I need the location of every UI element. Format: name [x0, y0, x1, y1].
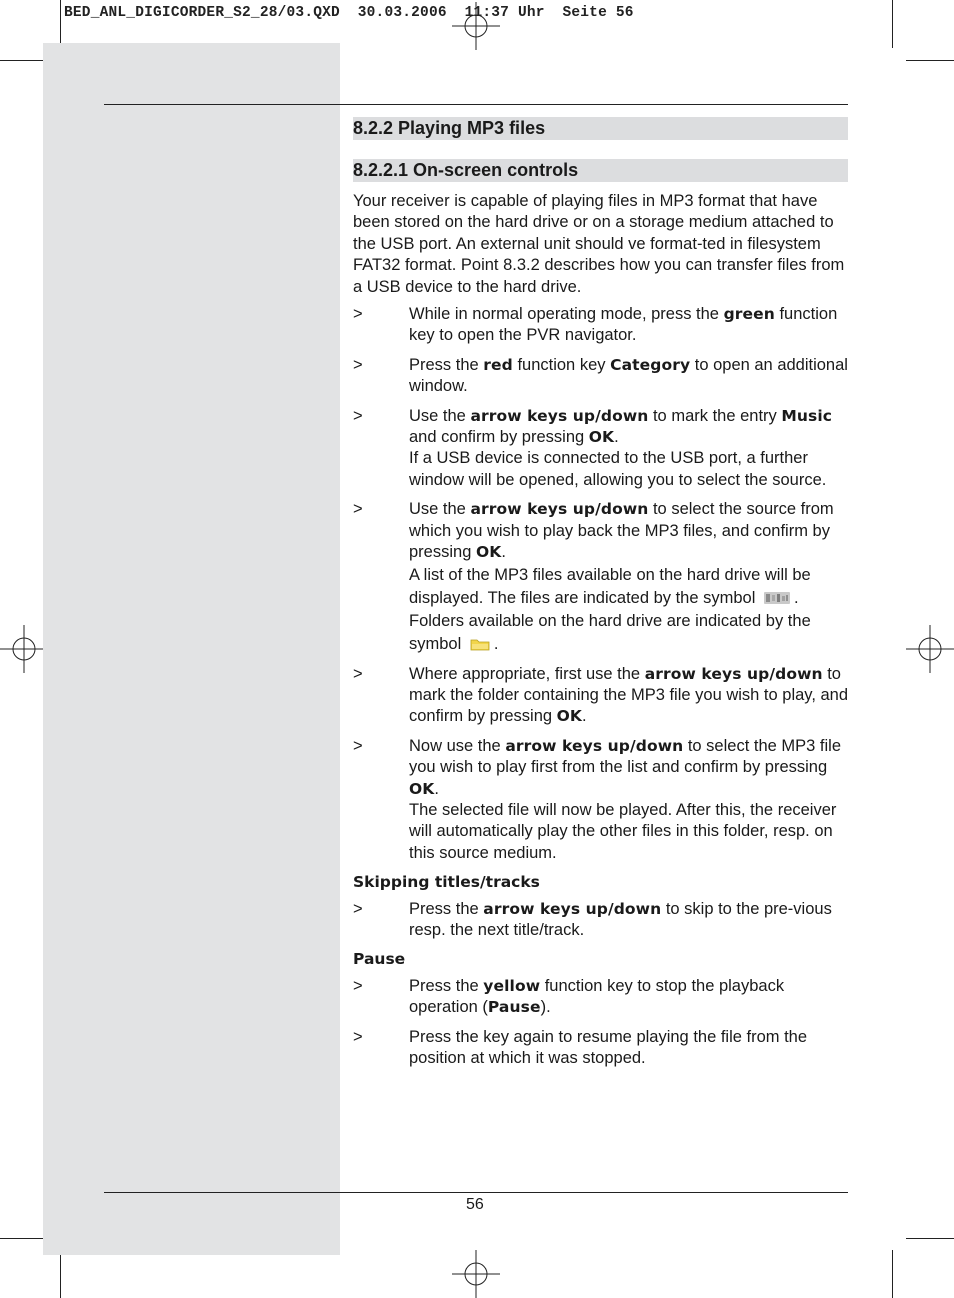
step-text: Press the red function key Category to open an additional window. [409, 355, 848, 396]
step-note: A list of the MP3 files available on the hard drive will be displayed. The files are indicated by the symbol [409, 565, 811, 607]
print-header: BED_ANL_DIGICORDER_S2_28/03.QXD 30.03.2006 11:37 Uhr Seite 56 [64, 5, 634, 21]
section-heading: 8.2.2 Playing MP3 files [353, 117, 848, 140]
key-name: Pause [487, 998, 541, 1017]
crop-mark [906, 60, 954, 61]
instruction-step [353, 355, 848, 398]
intro-paragraph: Your receiver is capable of playing files in MP3 format that have been stored on the hard drive or on a storage medium attached to the USB port. An external unit should ve format-ted in filesystem FAT32 format. Point 8.3.2 describes how you can transfer files from a USB device to the hard drive. [353, 192, 845, 296]
key-name: OK [475, 543, 502, 562]
bottom-rule [104, 1192, 848, 1193]
step-marker: > [353, 736, 363, 755]
step-marker: > [353, 664, 363, 683]
crop-mark [0, 60, 48, 61]
step-text: Press the key again to resume playing the file from the position at which it was stopped. [409, 1027, 808, 1067]
instruction-step [353, 1027, 848, 1070]
instruction-step [353, 899, 848, 942]
step-marker: > [353, 899, 363, 918]
instruction-step [353, 664, 848, 728]
key-name: OK [409, 779, 435, 798]
key-name: arrow keys up/down [470, 406, 649, 425]
crop-mark [906, 1238, 954, 1239]
key-name: arrow keys up/down [483, 899, 662, 918]
registration-mark-icon [452, 2, 500, 50]
instruction-step [353, 304, 848, 347]
step-marker: > [353, 355, 363, 374]
step-text: While in normal operating mode, press the green function key to open the PVR navigator. [409, 305, 838, 345]
step-marker: > [353, 976, 363, 995]
page-number: 56 [466, 1196, 484, 1213]
step-text: Press the yellow function key to stop the playback operation (Pause). [409, 976, 785, 1017]
step-text: Use the arrow keys up/down to mark the entry Music and confirm by pressing OK. If a USB device is connected to the USB port, a further window will be opened, allowing you to select the source. [409, 406, 848, 492]
instruction-step [353, 976, 848, 1019]
key-name: arrow keys up/down [505, 736, 684, 755]
key-name: arrow keys up/down [470, 500, 649, 519]
step-text: Press the arrow keys up/down to skip to the pre-vious resp. the next title/track. [409, 899, 832, 939]
step-text: Now use the arrow keys up/down to select the MP3 file you wish to play first from the list and confirm by pressing OK. The selected file will now be played. After this, the receiver will automatically play the other files in this folder, resp. on this source medium. [409, 736, 848, 864]
crop-mark [892, 1250, 893, 1298]
registration-mark-icon [452, 1250, 500, 1298]
key-name: yellow [483, 976, 541, 995]
step-text: Use the arrow keys up/down to select the source from which you wish to play back the MP3 files, and confirm by pressing OK. A list of the MP3 files available on the hard drive will be displayed. The files are indicated by the symbol . Folders available on the hard drive are indicated by the symbol . [409, 500, 834, 653]
crop-mark [60, 0, 61, 48]
step-marker: > [353, 305, 363, 324]
top-rule [104, 104, 848, 105]
subsection-heading: 8.2.2.1 On-screen controls [353, 159, 848, 182]
step-marker: > [353, 406, 363, 425]
margin-band [43, 43, 340, 1255]
registration-mark-icon [906, 625, 954, 673]
key-name: green [723, 305, 775, 324]
key-name: OK [556, 707, 583, 726]
instruction-step [353, 406, 848, 492]
crop-mark [0, 1238, 48, 1239]
key-name: Music [781, 406, 833, 425]
step-text: Where appropriate, first use the arrow keys up/down to mark the folder containing the MP3 file you wish to play, and confirm by pressing OK. [409, 664, 849, 726]
crop-mark [892, 0, 893, 48]
pause-heading: Pause [353, 950, 406, 969]
instruction-step [353, 736, 848, 864]
mp3-file-icon [764, 591, 790, 605]
skipping-heading: Skipping titles/tracks [353, 873, 540, 892]
crop-mark [60, 1250, 61, 1298]
step-note: If a USB device is connected to the USB port, a further window will be opened, allowing you to select the source. [409, 449, 827, 489]
content-column [353, 117, 848, 1077]
instruction-step [353, 499, 848, 655]
key-name: arrow keys up/down [644, 664, 823, 683]
key-name: red [483, 355, 513, 374]
folder-icon [470, 637, 490, 651]
step-marker: > [353, 1027, 363, 1046]
key-name: Category [610, 355, 691, 374]
step-note: The selected file will now be played. After this, the receiver will automatically play the other files in this folder, resp. on this source medium. [409, 800, 837, 862]
registration-mark-icon [0, 625, 48, 673]
step-marker: > [353, 500, 363, 519]
key-name: OK [588, 428, 615, 447]
